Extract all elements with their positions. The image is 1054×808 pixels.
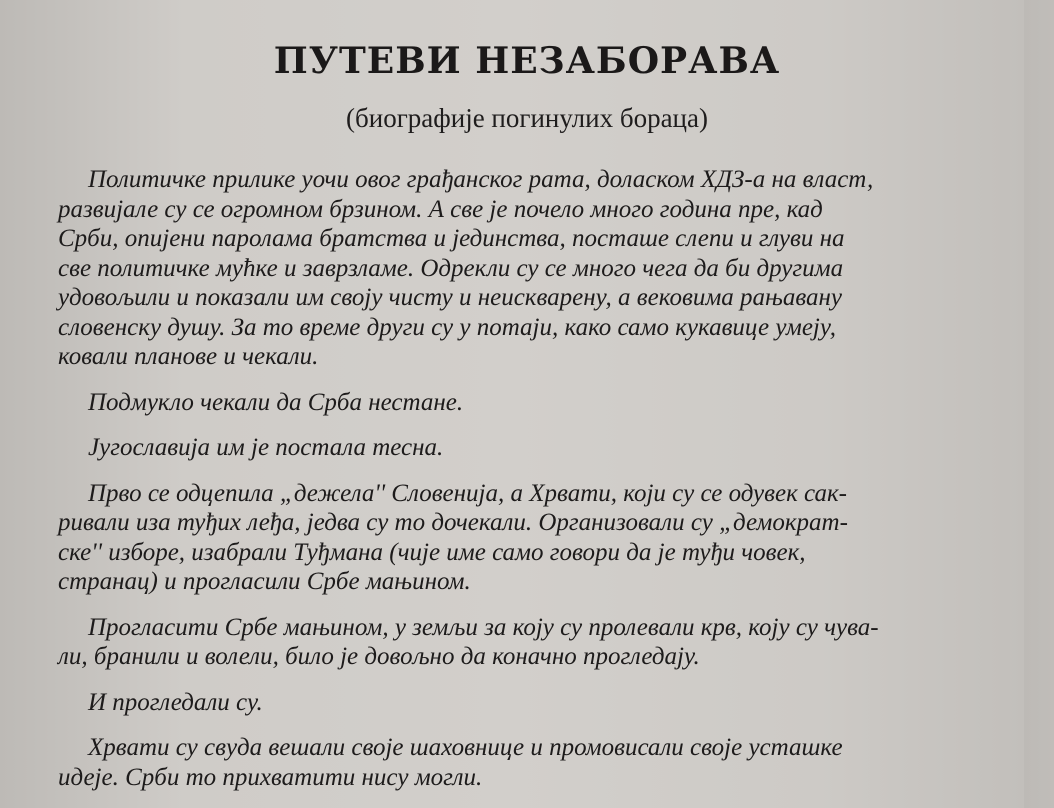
text-line: Прогласити Србе мањином, у земљи за коју су пролевали крв, коју су чува- xyxy=(88,613,879,641)
text-line: Хрвати су свуда вешали своје шаховнице и промовисали своје усташке xyxy=(88,734,843,761)
text-line: Подмукло чекали да Срба нестане. xyxy=(88,388,464,416)
text-line: словенску душу. За то време други су у потаји, како само кукавице умеју, xyxy=(58,313,836,341)
page-subtitle: (биографије погинулих бораца) xyxy=(346,103,708,133)
body-text xyxy=(58,165,988,808)
text-line: ске'' изборе, изабрали Туђмана (чије име само говори да је туђи човек, xyxy=(58,538,806,566)
text-line: идеје. Срби то прихватити нису могли. xyxy=(58,763,483,791)
text-line: Срби, опијени паролама братства и јединства, посташе слепи и глуви на xyxy=(58,225,845,252)
text-line: И прогледали су. xyxy=(88,688,263,716)
text-line: све политичке мућке и заврзламе. Одрекли су се много чега да би другима xyxy=(58,254,844,282)
text-line: странац) и прогласили Србе мањином. xyxy=(58,568,471,595)
text-line: Прво се одцепила „дежела'' Словенија, а Хрвати, који су се одувек сак- xyxy=(88,479,848,507)
paragraph xyxy=(58,733,988,792)
paragraph xyxy=(58,433,988,463)
paragraph xyxy=(58,388,988,418)
text-line: развијале су се огромном брзином. А све је почело много година пре, кад xyxy=(58,195,823,223)
page-title: ПУТЕВИ НЕЗАБОРАВА xyxy=(273,40,781,82)
text-line: ривали иза туђих леђа, једва су то дочекали. Организовали су „демократ- xyxy=(58,509,848,536)
text-line: Политичке прилике уочи овог грађанског рата, доласком ХДЗ-а на власт, xyxy=(88,166,874,193)
paragraph xyxy=(58,688,988,718)
text-line: ковали планове и чекали. xyxy=(58,343,319,370)
text-line: ли, бранили и волели, било је довољно да коначно прогледају. xyxy=(58,643,700,670)
paragraph xyxy=(58,479,988,597)
text-line: удовољили и показали им своју чисту и неискварену, а вековима рањавану xyxy=(58,284,843,311)
text-line: Југославија им је постала тесна. xyxy=(88,434,444,461)
paragraph xyxy=(58,165,988,372)
paragraph xyxy=(58,613,988,672)
